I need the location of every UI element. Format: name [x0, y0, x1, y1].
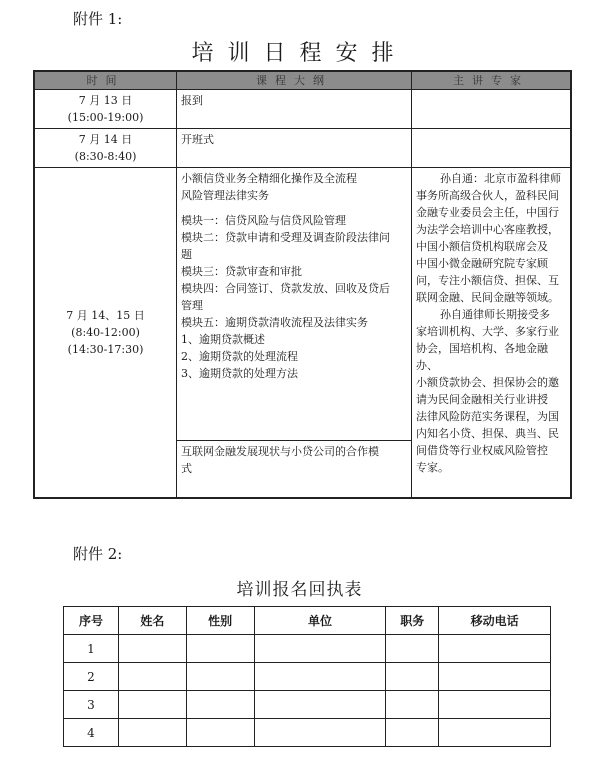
header-expert: 主讲专家	[412, 71, 572, 90]
schedule-row-main	[34, 168, 571, 441]
row-number: 2	[64, 663, 119, 691]
row-number: 1	[64, 635, 119, 663]
registration-row	[64, 691, 551, 719]
course-line: 1、逾期贷款概述	[181, 333, 266, 346]
course-line: 3、逾期贷款的处理方法	[181, 367, 299, 380]
course-extra-cell	[177, 441, 412, 499]
mobile-cell[interactable]	[439, 635, 551, 663]
row-number: 3	[64, 691, 119, 719]
course-outline-cell	[177, 168, 412, 441]
header-course: 课程大纲	[177, 71, 412, 90]
schedule-header-row	[34, 71, 571, 90]
course-line: 模块三：贷款审查和审批	[181, 265, 303, 278]
expert-line: 协会，国培机构、各地金融办、	[416, 342, 548, 372]
expert-line: 专家。	[416, 461, 449, 474]
unit-cell[interactable]	[254, 635, 386, 663]
expert-line: 金融专业委员会主任，中国行	[416, 206, 559, 219]
registration-title: 培训报名回执表	[236, 580, 363, 600]
course-line: 模块二：贷款申请和受理及调查阶段法律问	[181, 231, 391, 244]
registration-row	[64, 719, 551, 747]
name-cell[interactable]	[118, 691, 186, 719]
gender-cell[interactable]	[186, 635, 254, 663]
attachment-1-label: 附件 1:	[73, 10, 123, 28]
expert-line: 内知名小贷、担保、典当、民	[416, 427, 559, 440]
course-line: 模块四：合同签订、贷款发放、回收及贷后	[181, 282, 391, 295]
name-cell[interactable]	[118, 635, 186, 663]
mobile-cell[interactable]	[439, 719, 551, 747]
expert-line: 事务所高级合伙人，盈科民间	[416, 189, 559, 202]
registration-row	[64, 663, 551, 691]
course-line: 风险管理法律实务	[181, 189, 270, 202]
date-text: 7 月 13 日	[78, 94, 133, 107]
unit-cell[interactable]	[254, 719, 386, 747]
expert-line: 请为民间金融相关行业讲授	[416, 393, 548, 406]
time-cell	[34, 168, 177, 499]
course-cell: 开班式	[177, 129, 412, 168]
expert-line: 孙自通律师长期接受多	[440, 308, 550, 321]
course-line: 管理	[181, 299, 204, 312]
schedule-row	[34, 90, 571, 129]
gender-cell[interactable]	[186, 663, 254, 691]
position-cell[interactable]	[386, 635, 439, 663]
gender-cell[interactable]	[186, 719, 254, 747]
expert-line: 小额贷款协会、担保协会的邀	[416, 376, 559, 389]
expert-bio-cell	[412, 168, 572, 499]
expert-line: 中国小微金融研究院专家顾	[416, 257, 548, 270]
time-text: (8:40-12:00)	[71, 326, 140, 339]
name-cell[interactable]	[118, 719, 186, 747]
course-line: 小额信贷业务全精细化操作及全流程	[181, 172, 358, 185]
expert-line: 孙自通：北京市盈科律师	[440, 172, 561, 185]
course-line: 式	[181, 462, 193, 475]
expert-line: 为法学会培训中心客座教授，	[416, 223, 559, 236]
registration-row	[64, 635, 551, 663]
expert-line: 中国小额信贷机构联席会及	[416, 240, 548, 253]
position-cell[interactable]	[386, 719, 439, 747]
registration-table	[63, 606, 551, 747]
attachment-2-label: 附件 2:	[73, 545, 123, 563]
course-line: 模块五：逾期贷款清收流程及法律实务	[181, 316, 369, 329]
unit-cell[interactable]	[254, 691, 386, 719]
time-text: (14:30-17:30)	[67, 343, 144, 356]
row-number: 4	[64, 719, 119, 747]
expert-line: 法律风险防范实务课程，为国	[416, 410, 559, 423]
header-name: 姓名	[118, 607, 186, 635]
schedule-title: 培训日程安排	[191, 41, 408, 66]
unit-cell[interactable]	[254, 663, 386, 691]
expert-line: 家培训机构、大学、多家行业	[416, 325, 559, 338]
header-unit: 单位	[254, 607, 386, 635]
registration-header-row	[64, 607, 551, 635]
course-cell: 报到	[177, 90, 412, 129]
course-line: 题	[181, 248, 193, 261]
position-cell[interactable]	[386, 691, 439, 719]
header-mobile: 移动电话	[439, 607, 551, 635]
expert-cell	[412, 90, 572, 129]
time-cell	[34, 90, 177, 129]
expert-cell	[412, 129, 572, 168]
expert-line: 联网金融、民间金融等领域。	[416, 291, 559, 304]
date-text: 7 月 14、15 日	[66, 309, 145, 322]
expert-line: 间借贷等行业权威风险管控	[416, 444, 548, 457]
time-cell	[34, 129, 177, 168]
course-line: 2、逾期贷款的处理流程	[181, 350, 299, 363]
name-cell[interactable]	[118, 663, 186, 691]
position-cell[interactable]	[386, 663, 439, 691]
time-text: (15:00-19:00)	[67, 111, 144, 124]
mobile-cell[interactable]	[439, 663, 551, 691]
mobile-cell[interactable]	[439, 691, 551, 719]
date-text: 7 月 14 日	[78, 133, 133, 146]
schedule-row	[34, 129, 571, 168]
schedule-table	[33, 70, 572, 499]
header-gender: 性别	[186, 607, 254, 635]
expert-line: 问，专注小额信贷、担保、互	[416, 274, 559, 287]
course-spacer	[181, 204, 407, 212]
course-line: 模块一：信贷风险与信贷风险管理	[181, 214, 347, 227]
header-time: 时间	[34, 71, 177, 90]
time-text: (8:30-8:40)	[74, 150, 137, 163]
course-line: 互联网金融发展现状与小贷公司的合作模	[181, 445, 380, 458]
header-no: 序号	[64, 607, 119, 635]
gender-cell[interactable]	[186, 691, 254, 719]
header-position: 职务	[386, 607, 439, 635]
